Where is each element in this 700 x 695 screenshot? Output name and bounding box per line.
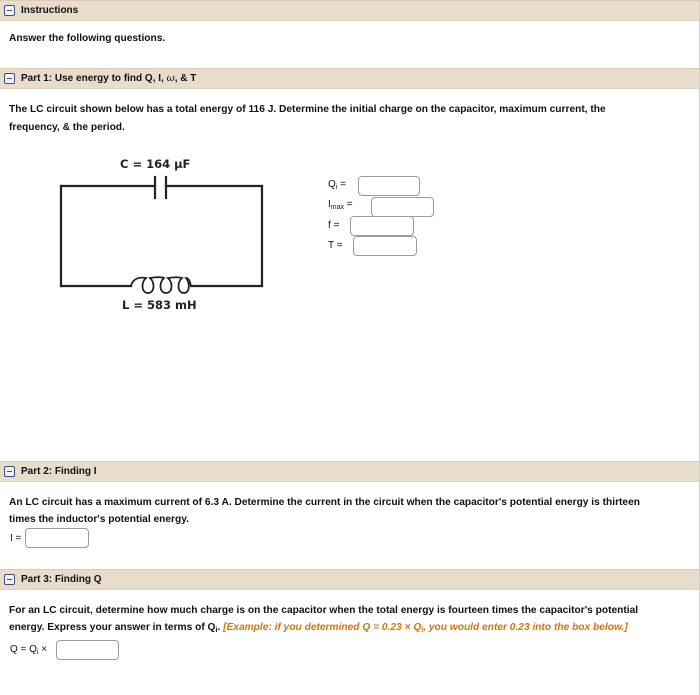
instructions-text: Answer the following questions. (9, 33, 166, 44)
charge-ratio-input[interactable] (56, 640, 119, 660)
lc-circuit-diagram (0, 0, 700, 320)
collapse-icon[interactable] (4, 574, 15, 585)
qi-input[interactable] (358, 176, 420, 196)
qi-label: $Q_i$ = (328, 179, 346, 191)
part1-question-line2: frequency, & the period. (9, 122, 125, 133)
part3-question-line2: energy. Express your answer in terms of $Q_i$. [Example: if you determined $Q = 0.23 \times Q_i$, you would enter 0.23 into the box below.] (9, 622, 628, 634)
part3-title: Part 3: Finding Q (21, 574, 102, 585)
t-label: T = (328, 240, 343, 251)
imax-label: $I_{max}$ = (328, 199, 353, 211)
current-label: I = (10, 533, 22, 544)
f-label: f = (328, 220, 340, 231)
instructions-title: Instructions (21, 5, 79, 16)
part2-question-line2: times the inductor's potential energy. (9, 514, 189, 525)
charge-label: $Q = Q_i$ × (10, 644, 48, 656)
collapse-icon[interactable] (4, 466, 15, 477)
part2-header[interactable] (0, 461, 699, 482)
part2-question-line1: An LC circuit has a maximum current of 6.3 A. Determine the current in the circuit when the capacitor's potential energy is thirteen (9, 497, 640, 508)
part1-title: Part 1: Use energy to find Q, I, ω, & T (21, 73, 197, 84)
part1-question-line1: The LC circuit shown below has a total energy of 116 J. Determine the initial charge on the capacitor, maximum current, the (9, 104, 606, 115)
current-input[interactable] (25, 528, 89, 548)
part2-title: Part 2: Finding I (21, 466, 97, 477)
t-input[interactable] (353, 236, 417, 256)
inductor-label: L = 583 mH (122, 298, 197, 312)
imax-input[interactable] (371, 197, 434, 217)
capacitor-label: C = 164 μF (120, 157, 191, 171)
example-text: [Example: if you determined $Q = 0.23 \times Q_i$, you would enter 0.23 into the box below.] (223, 622, 628, 634)
f-input[interactable] (350, 216, 414, 236)
part3-question-line1: For an LC circuit, determine how much charge is on the capacitor when the total energy is fourteen times the capacitor's potential (9, 605, 639, 616)
part3-header[interactable] (0, 569, 699, 590)
